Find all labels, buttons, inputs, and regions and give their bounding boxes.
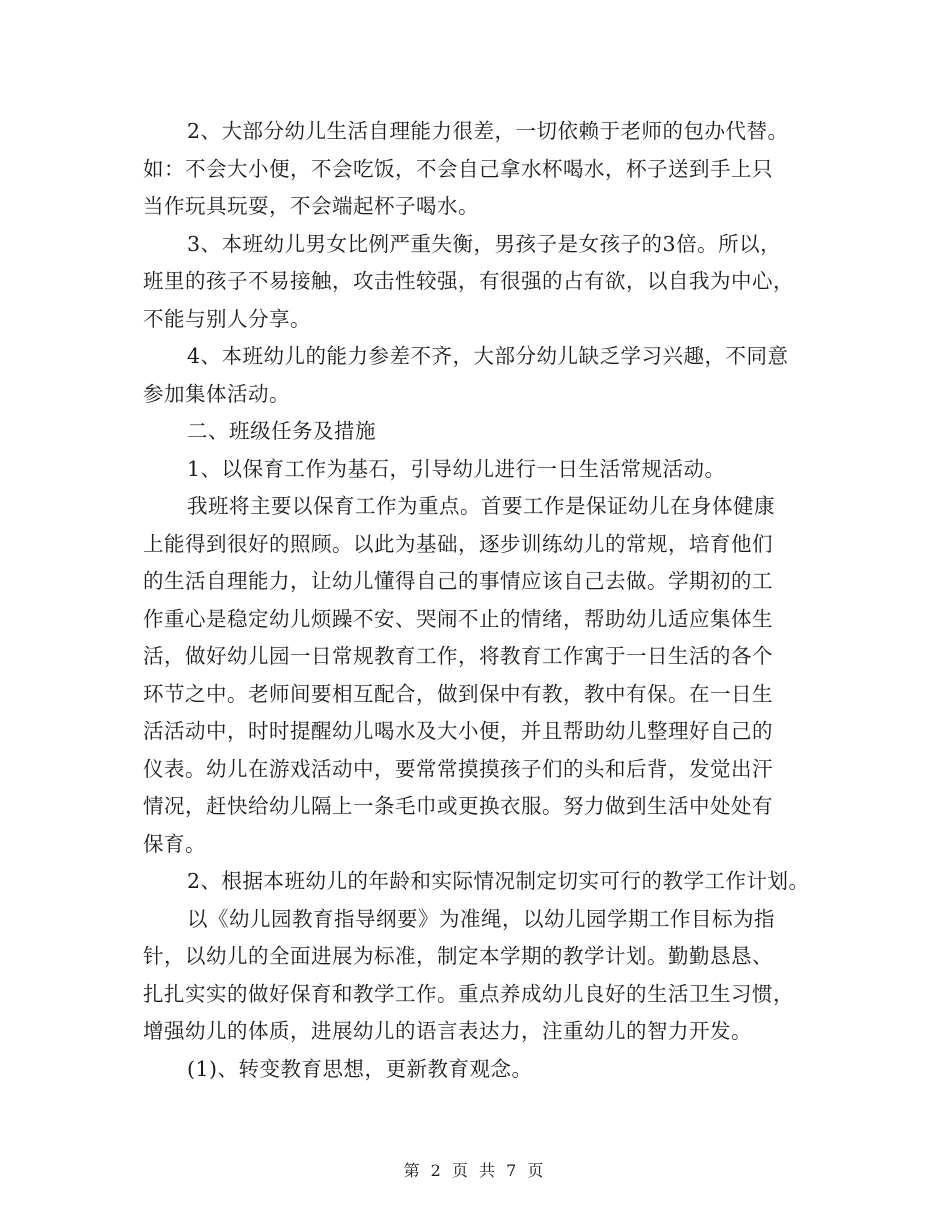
text-line: 不能与别人分享。 xyxy=(143,306,311,331)
text-line: 增强幼儿的体质，进展幼儿的语言表达力，注重幼儿的智力开发。 xyxy=(143,1019,752,1043)
text-line: 作重心是稳定幼儿烦躁不安、哭闹不止的情绪，帮助幼儿适应集体生 xyxy=(143,606,773,631)
document-body xyxy=(143,113,833,1088)
page-footer: 第 2 页 共 7 页 xyxy=(403,1161,547,1180)
text-line: 的生活自理能力，让幼儿懂得自己的事情应该自己去做。学期初的工 xyxy=(143,569,773,593)
text-line: 如：不会大小便，不会吃饭，不会自己拿水杯喝水，杯子送到手上只 xyxy=(143,156,773,181)
text-line: 班里的孩子不易接触，攻击性较强，有很强的占有欲，以自我为中心， xyxy=(143,269,794,293)
text-line: 参加集体活动。 xyxy=(143,381,290,406)
text-line: 情况，赶快给幼儿隔上一条毛巾或更换衣服。努力做到生活中处处有 xyxy=(143,794,773,818)
text-line: 活，做好幼儿园一日常规教育工作，将教育工作寓于一日生活的各个 xyxy=(143,644,773,668)
text-line: 2、大部分幼儿生活自理能力很差，一切依赖于老师的包办代替。 xyxy=(187,119,789,143)
text-line: 针，以幼儿的全面进展为标准，制定本学期的教学计划。勤勤恳恳、 xyxy=(143,944,773,968)
text-line: 保育。 xyxy=(143,831,206,856)
text-line: (1)、转变教育思想，更新教育观念。 xyxy=(187,1056,533,1081)
text-line: 4、本班幼儿的能力参差不齐，大部分幼儿缺乏学习兴趣，不同意 xyxy=(187,344,789,368)
text-line: 当作玩具玩耍，不会端起杯子喝水。 xyxy=(143,194,479,218)
text-line: 活活动中，时时提醒幼儿喝水及大小便，并且帮助幼儿整理好自己的 xyxy=(143,719,773,743)
text-line: 3、本班幼儿男女比例严重失衡，男孩子是女孩子的3倍。所以， xyxy=(187,231,782,256)
text-line: 1、以保育工作为基石，引导幼儿进行一日生活常规活动。 xyxy=(187,456,726,481)
text-line: 环节之中。老师间要相互配合，做到保中有教，教中有保。在一日生 xyxy=(143,681,773,706)
text-line: 扎扎实实的做好保育和教学工作。重点养成幼儿良好的生活卫生习惯， xyxy=(143,981,794,1006)
text-line: 仪表。幼儿在游戏活动中，要常常摸摸孩子们的头和后背，发觉出汗 xyxy=(143,756,773,781)
text-line: 我班将主要以保育工作为重点。首要工作是保证幼儿在身体健康 xyxy=(187,494,775,518)
text-line: 2、根据本班幼儿的年龄和实际情况制定切实可行的教学工作计划。 xyxy=(187,869,810,893)
text-line: 以《幼儿园教育指导纲要》为准绳，以幼儿园学期工作目标为指 xyxy=(187,906,775,931)
text-line: 上能得到很好的照顾。以此为基础，逐步训练幼儿的常规，培育他们 xyxy=(143,531,773,556)
text-line: 二、班级任务及措施 xyxy=(187,419,376,443)
